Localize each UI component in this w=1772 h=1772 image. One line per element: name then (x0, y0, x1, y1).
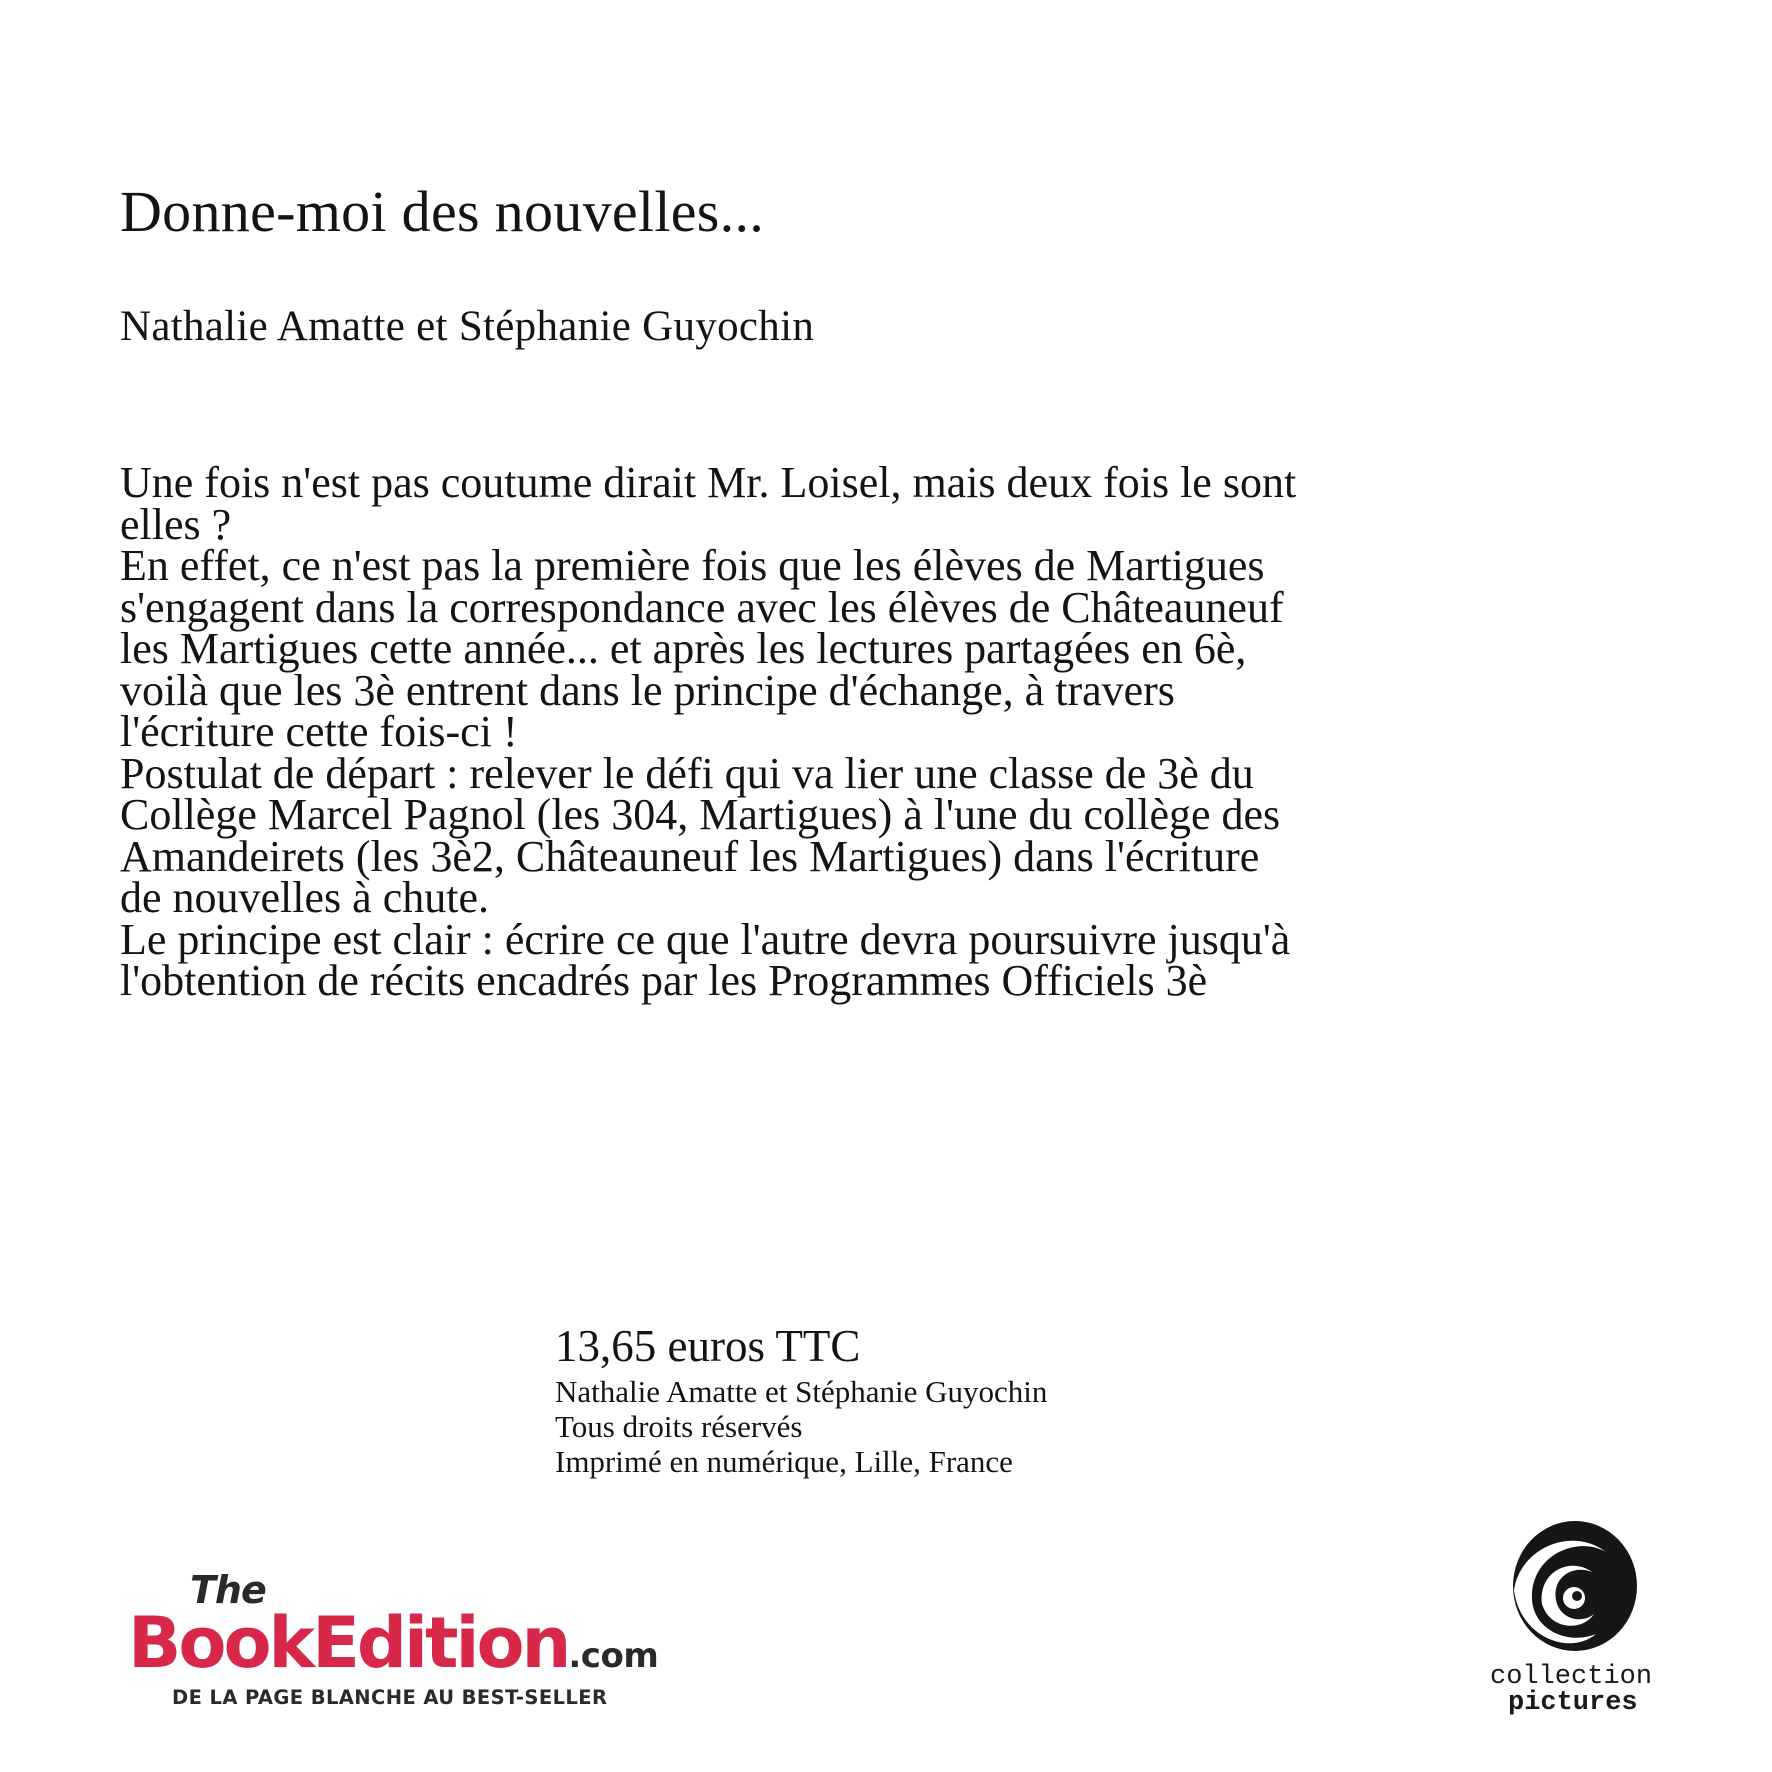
blurb-paragraph: Une fois n'est pas coutume dirait Mr. Loisel, mais deux fois le sont elles ? (120, 458, 1297, 549)
colophon-rights: Tous droits réservés (555, 1409, 803, 1444)
bookedition-name: BookEdition (128, 1602, 569, 1684)
colophon-printed: Imprimé en numérique, Lille, France (555, 1444, 1013, 1479)
book-price: 13,65 euros TTC (555, 1321, 861, 1371)
bookedition-the: The (190, 1568, 266, 1612)
blurb-paragraph: Le principe est clair : écrire ce que l'autre devra poursuivre jusqu'à l'obtention de récits encadrés par les Programmes Officiels 3è (120, 914, 1291, 1005)
blurb-paragraph: Postulat de départ : relever le défi qui va lier une classe de 3è du Collège Marcel Pagnol (les 304, Martigues) à l'une du collège des Amandeirets (les 3è2, Châteauneuf les Martigues) dans l'écriture de nouvelles à chute. (120, 748, 1281, 922)
bookedition-domain: .com (568, 1636, 659, 1676)
price-colophon (555, 1318, 1047, 1479)
pictures-label: pictures (1508, 1688, 1638, 1718)
bookedition-tagline: DE LA PAGE BLANCHE AU BEST-SELLER (172, 1686, 608, 1709)
book-title: Donne-moi des nouvelles... (120, 179, 765, 244)
blurb-paragraph: En effet, ce n'est pas la première fois que les élèves de Martigues s'engagent dans la correspondance avec les élèves de Châteauneuf les Martigues cette année... et après les lectures partagées en 6è, voilà que les 3è entrent dans le principe d'échange, à travers l'écriture cette fois-ci ! (120, 541, 1284, 756)
bookedition-wordmark (128, 1602, 658, 1684)
spiral-wave-icon (1512, 1520, 1638, 1652)
bookedition-logo (128, 1568, 708, 1708)
collection-pictures-logo (1484, 1520, 1664, 1720)
book-blurb (120, 458, 1300, 1005)
book-authors: Nathalie Amatte et Stéphanie Guyochin (120, 303, 815, 350)
collection-label: collection (1490, 1662, 1653, 1692)
colophon-authors: Nathalie Amatte et Stéphanie Guyochin (555, 1374, 1048, 1409)
